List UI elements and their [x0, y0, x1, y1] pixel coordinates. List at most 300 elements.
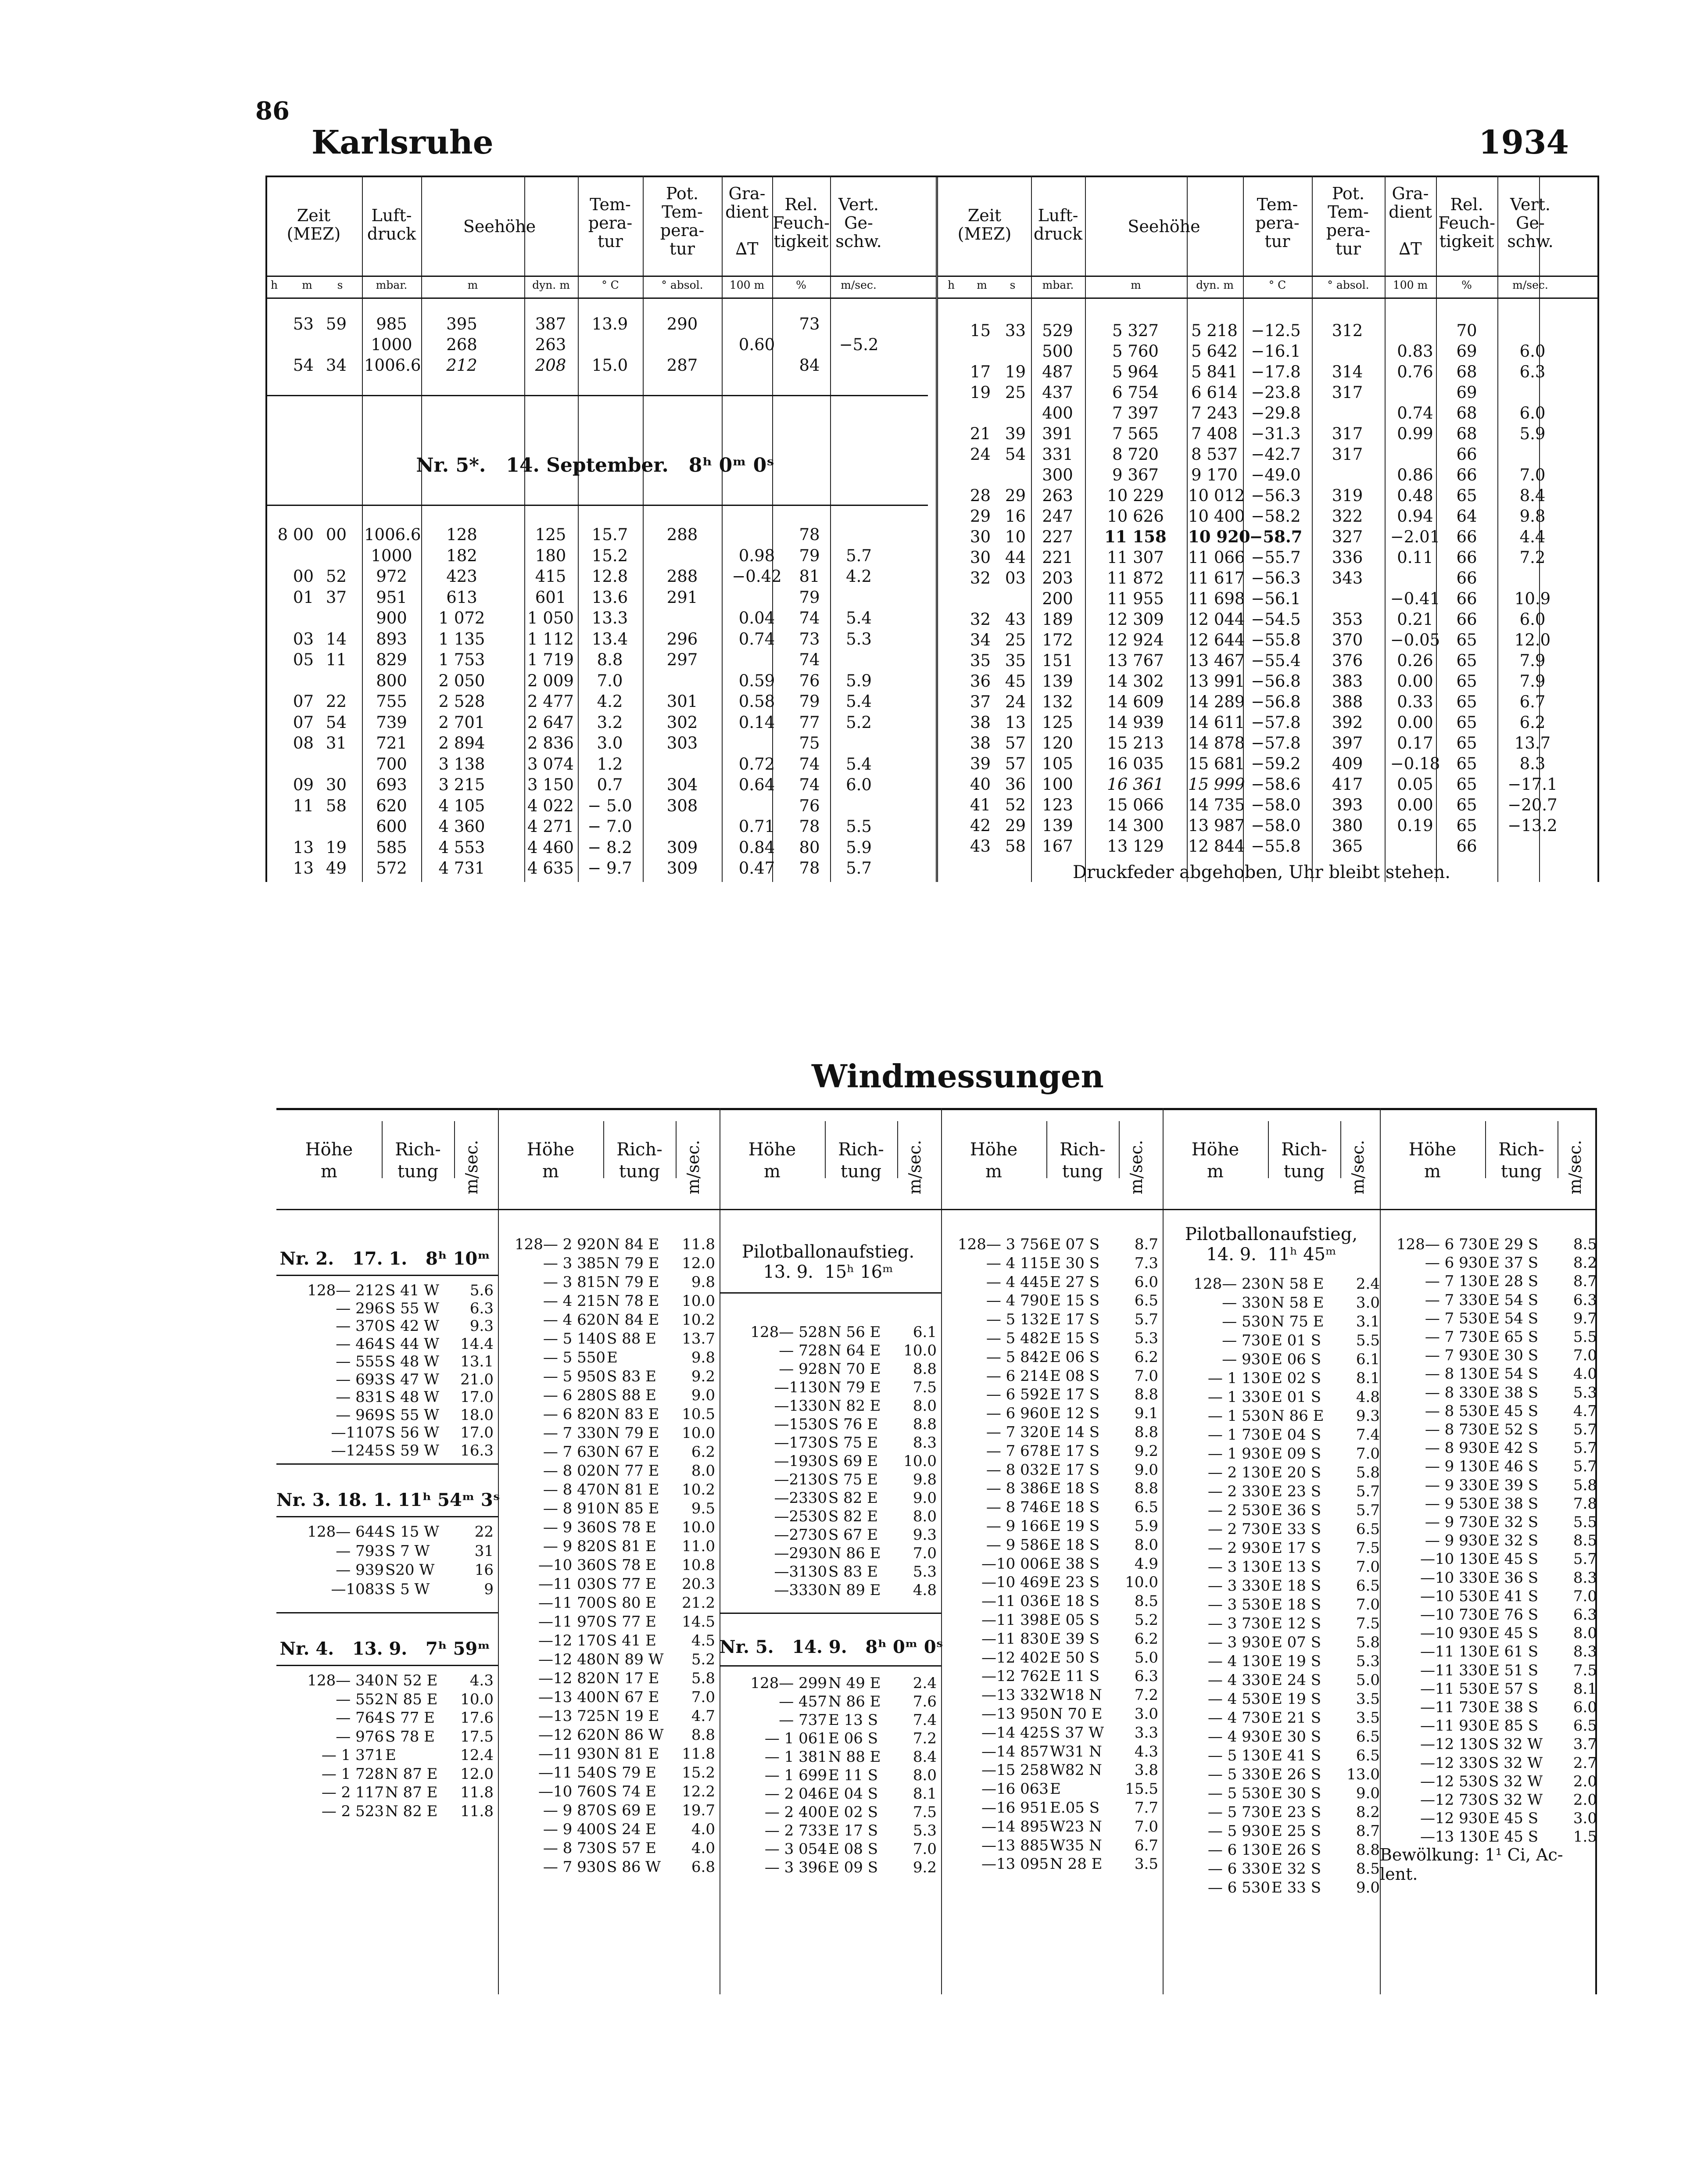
wind-row — [1380, 1550, 1597, 1568]
hoehe-cell: — 4 445 — [986, 1273, 1049, 1291]
section-rule — [276, 1516, 498, 1517]
hoehe-cell: — 7 678 — [986, 1442, 1049, 1460]
msec-cell: 8.8 — [691, 1726, 715, 1744]
msec-cell: 11.8 — [682, 1236, 715, 1253]
wind-row — [1163, 1388, 1380, 1406]
msec-cell: 7.5 — [1573, 1661, 1597, 1679]
msec-cell: 9.1 — [1134, 1405, 1158, 1423]
cell: 300 — [1042, 466, 1073, 484]
cell: −55.8 — [1251, 631, 1301, 649]
cell: 66 — [1456, 569, 1477, 588]
richtung-cell: S 77 E — [607, 1613, 656, 1631]
cell: 13 767 — [1107, 651, 1164, 670]
wind-row — [720, 1507, 941, 1526]
wind-row — [276, 1690, 498, 1709]
section-head: Nr. 3. 18. 1. 11ʰ 54ᵐ 3ˢ — [276, 1490, 500, 1510]
table-row — [938, 588, 1599, 609]
richtung-cell: N 78 E — [607, 1292, 659, 1310]
msec-cell: 6.5 — [1356, 1577, 1380, 1595]
cell: 36 — [970, 672, 991, 691]
cell: 14 302 — [1107, 672, 1164, 691]
cell: 74 — [799, 609, 820, 627]
msec-cell: 4.0 — [1573, 1365, 1597, 1383]
msec-cell: 14.5 — [682, 1613, 715, 1631]
hoehe-cell: —1330 — [774, 1397, 827, 1415]
unit-mbar: mbar. — [376, 279, 408, 291]
wind-row — [498, 1575, 720, 1593]
table-row — [938, 547, 1599, 568]
wind-row — [720, 1378, 941, 1397]
cell: 14 — [326, 629, 347, 649]
hoehe-cell: —13 400 — [538, 1688, 605, 1706]
cell: 0.72 — [738, 754, 775, 774]
cell: 42 — [970, 816, 991, 835]
cell: − 7.0 — [587, 817, 632, 836]
richtung-cell: E — [607, 1349, 618, 1366]
wind-row — [498, 1311, 720, 1329]
wind-row — [1380, 1439, 1597, 1457]
richtung-cell: E 27 S — [1050, 1273, 1099, 1291]
msec-cell: 9.3 — [469, 1317, 494, 1335]
richtung-cell: E — [1050, 1780, 1061, 1798]
wind-row — [1380, 1809, 1597, 1828]
wind-row — [498, 1254, 720, 1273]
table-row — [265, 566, 936, 587]
hoehe-cell: — 7 630 — [543, 1443, 605, 1461]
msec-cell: 3.0 — [1573, 1810, 1597, 1828]
cell: 66 — [1456, 837, 1477, 856]
cell: 14 735 — [1188, 796, 1245, 814]
unit-s: s — [337, 279, 343, 291]
richtung-cell: E 38 S — [1489, 1384, 1538, 1402]
cell: 14 878 — [1188, 734, 1245, 753]
richtung-cell: S 32 W — [1489, 1791, 1543, 1809]
cell: 12 309 — [1107, 610, 1164, 629]
richtung-cell: E 17 S — [1050, 1442, 1099, 1460]
hoehe-cell: — 939 — [336, 1561, 384, 1579]
msec-cell: 6.1 — [913, 1323, 937, 1341]
richtung-cell: N 89 E — [828, 1581, 881, 1599]
msec-cell: 5.5 — [1573, 1513, 1597, 1531]
cell: 8 00 — [277, 525, 314, 544]
richtung-cell: E 21 S — [1271, 1709, 1321, 1727]
hoehe-cell: —11 530 — [1420, 1680, 1487, 1698]
table-row — [938, 733, 1599, 753]
cell: 0.04 — [738, 609, 775, 627]
wind-row — [1380, 1735, 1597, 1753]
wind-row — [276, 1523, 498, 1541]
cell: 288 — [666, 567, 698, 586]
richtung-cell: E 01 S — [1271, 1332, 1321, 1349]
richtung-cell: E 08 S — [1050, 1367, 1099, 1385]
hoehe-cell: —10 360 — [538, 1556, 605, 1574]
richtung-cell: N 87 E — [385, 1765, 438, 1783]
msec-cell: 6.5 — [1134, 1292, 1158, 1310]
richtung-cell: N 67 E — [607, 1443, 659, 1461]
cell: 221 — [1042, 548, 1073, 567]
msec-cell: 20.3 — [682, 1575, 715, 1593]
unit-s: s — [1010, 279, 1016, 291]
wind-row — [498, 1801, 720, 1820]
cell: 74 — [799, 650, 820, 669]
wind-row — [276, 1281, 498, 1300]
cell: 302 — [666, 713, 698, 732]
msec-cell: 10.0 — [682, 1424, 715, 1442]
hoehe-cell: — 5 132 — [986, 1311, 1049, 1329]
cell: 29 — [970, 507, 991, 526]
wind-row — [498, 1707, 720, 1725]
header-rule — [276, 1209, 498, 1210]
hoehe-cell: —16 063 — [981, 1780, 1049, 1798]
msec-cell: 4.8 — [913, 1581, 937, 1599]
cell: 5 218 — [1191, 321, 1238, 340]
msec-cell: 8.1 — [913, 1785, 937, 1803]
msec-cell: 9.8 — [691, 1273, 715, 1291]
hoehe-cell: — 9 820 — [543, 1538, 605, 1555]
cell: 755 — [376, 692, 407, 711]
richtung-cell: S 79 E — [607, 1764, 656, 1782]
cell: 2 701 — [438, 713, 485, 732]
hoehe-cell: —1245 — [331, 1441, 384, 1459]
cell: 36 — [1005, 775, 1026, 794]
cell: −56.3 — [1251, 486, 1301, 505]
cell: 409 — [1332, 754, 1363, 773]
msec-cell: 9.2 — [1134, 1442, 1158, 1460]
cell: −12.5 — [1251, 321, 1301, 340]
table-row — [265, 712, 936, 733]
table-row — [265, 670, 936, 691]
richtung-cell: E — [385, 1746, 396, 1764]
section-rule — [276, 1463, 498, 1465]
msec-cell: 7.6 — [913, 1693, 937, 1710]
cell: 392 — [1332, 713, 1363, 732]
wind-row — [276, 1561, 498, 1579]
wind-row — [498, 1764, 720, 1782]
wind-row — [498, 1613, 720, 1631]
richtung-cell: S 75 E — [828, 1471, 878, 1488]
hoehe-cell: — 9 586 — [986, 1536, 1049, 1554]
wind-row — [941, 1761, 1163, 1779]
cell: −55.8 — [1251, 837, 1301, 856]
msec-cell: 2.0 — [1573, 1791, 1597, 1809]
cell: 1006.6 — [364, 525, 421, 544]
msec-cell: 10.2 — [682, 1311, 715, 1329]
cell: 78 — [799, 859, 820, 878]
section-head: Nr. 2. 17. 1. 8ʰ 10ᵐ — [279, 1248, 491, 1269]
richtung-cell: S 55 W — [385, 1299, 440, 1317]
hoehe-cell: 128— 2 920 — [514, 1236, 605, 1253]
cell: 15.0 — [591, 356, 628, 375]
wind-row — [1163, 1350, 1380, 1369]
section-rule — [276, 1665, 498, 1666]
msec-cell: 8.0 — [1134, 1536, 1158, 1554]
msec-cell: 9.3 — [913, 1526, 937, 1544]
unit-c: ° C — [1268, 279, 1286, 291]
cell: 5.9 — [846, 838, 872, 857]
hoehe-cell: —10 760 — [538, 1783, 605, 1800]
richtung-cell: E 26 S — [1271, 1766, 1321, 1783]
cell: 5.9 — [846, 671, 872, 690]
cell: 900 — [376, 609, 407, 627]
cell: 529 — [1042, 321, 1073, 340]
cell: 38 — [970, 713, 991, 732]
wind-row — [1163, 1577, 1380, 1595]
cell: 12 844 — [1188, 837, 1245, 856]
msec-cell: 6.3 — [1573, 1606, 1597, 1624]
richtung-cell: N 84 E — [607, 1311, 659, 1329]
wind-row — [941, 1667, 1163, 1685]
header-rule — [498, 1209, 720, 1210]
hoehe-cell: — 1 930 — [1207, 1445, 1270, 1463]
cell: 500 — [1042, 342, 1073, 361]
cell: 00 — [326, 525, 347, 544]
richtung-cell: S 55 W — [385, 1406, 440, 1424]
wind-row — [1380, 1680, 1597, 1698]
header-msec: m/sec. — [684, 1140, 703, 1194]
wind-row — [941, 1385, 1163, 1404]
wind-row — [941, 1235, 1163, 1254]
cell: 52 — [1005, 796, 1026, 814]
hoehe-cell: —1130 — [774, 1379, 827, 1396]
msec-cell: 5.8 — [1356, 1634, 1380, 1651]
cell: 139 — [1042, 672, 1073, 691]
cell: 423 — [446, 567, 477, 586]
msec-cell: 3.5 — [1356, 1690, 1380, 1708]
cell: −0.41 — [1390, 589, 1440, 608]
cell: 78 — [799, 525, 820, 544]
richtung-cell: N 79 E — [607, 1273, 659, 1291]
hoehe-cell: — 7 320 — [986, 1423, 1049, 1441]
wind-row — [1163, 1709, 1380, 1727]
msec-cell: 5.0 — [1134, 1649, 1158, 1667]
cell: 29 — [1005, 816, 1026, 835]
richtung-cell: E 18 S — [1271, 1596, 1321, 1613]
table-row — [938, 527, 1599, 547]
cell: 5.3 — [846, 629, 872, 649]
cell: 12.8 — [591, 567, 628, 586]
msec-cell: 4.8 — [1356, 1388, 1380, 1406]
cell: 75 — [799, 734, 820, 753]
table-row — [265, 796, 936, 816]
hoehe-cell: —14 895 — [981, 1817, 1049, 1835]
msec-cell: 3.3 — [1134, 1724, 1158, 1742]
msec-cell: 5.8 — [1573, 1476, 1597, 1494]
richtung-cell: E 51 S — [1489, 1661, 1538, 1679]
cell: 58 — [326, 796, 347, 815]
msec-cell: 9.8 — [691, 1349, 715, 1366]
units-rule — [938, 298, 1599, 299]
hoehe-cell: — 5 730 — [1207, 1803, 1270, 1821]
cell: 0.26 — [1397, 651, 1433, 670]
table-row — [265, 691, 936, 712]
hoehe-cell: — 1 730 — [1207, 1426, 1270, 1444]
hoehe-cell: —12 930 — [1420, 1810, 1487, 1828]
wind-row — [1163, 1803, 1380, 1821]
cell: 317 — [1332, 424, 1363, 443]
hoehe-cell: —11 540 — [538, 1764, 605, 1782]
cell: 11 066 — [1188, 548, 1245, 567]
hoehe-cell: —11 730 — [1420, 1699, 1487, 1716]
hoehe-cell: — 2 046 — [764, 1785, 827, 1803]
cell: 151 — [1042, 651, 1073, 670]
cell: 128 — [446, 525, 477, 544]
hoehe-cell: — 6 130 — [1207, 1841, 1270, 1859]
cell: − 8.2 — [587, 838, 632, 857]
wind-row — [1163, 1690, 1380, 1708]
richtung-cell: E 18 S — [1050, 1536, 1099, 1554]
msec-cell: 15.5 — [1125, 1780, 1158, 1798]
msec-cell: 8.1 — [1356, 1369, 1380, 1387]
wind-row — [720, 1452, 941, 1470]
hoehe-cell: 128— 299 — [750, 1674, 827, 1692]
unit-dyn: dyn. m — [1196, 279, 1234, 291]
wind-row — [498, 1556, 720, 1574]
wind-row — [276, 1352, 498, 1371]
wind-row — [1380, 1698, 1597, 1717]
cell: 212 — [446, 356, 477, 375]
hoehe-cell: — 9 400 — [543, 1821, 605, 1838]
cell: 6.0 — [1519, 404, 1546, 423]
section-rule — [276, 1275, 498, 1276]
cell: 7.2 — [1519, 548, 1546, 567]
richtung-cell: N 52 E — [385, 1672, 438, 1689]
cell: 11 872 — [1107, 569, 1164, 588]
richtung-cell: N 86 E — [1271, 1407, 1324, 1425]
cell: 3 215 — [438, 775, 485, 794]
unit-c: ° C — [602, 279, 619, 291]
cell: −58.0 — [1251, 796, 1301, 814]
hoehe-cell: — 4 930 — [1207, 1728, 1270, 1746]
cell: 800 — [376, 671, 407, 690]
wind-row — [941, 1536, 1163, 1554]
richtung-cell: E 18 S — [1050, 1498, 1099, 1516]
wind-row — [1163, 1878, 1380, 1897]
richtung-cell: E 23 S — [1271, 1803, 1321, 1821]
cell: 66 — [1456, 527, 1477, 546]
cell: 5 327 — [1112, 321, 1159, 340]
hoehe-cell: — 831 — [336, 1388, 384, 1406]
cell: 65 — [1456, 672, 1477, 691]
cell: 0.94 — [1397, 507, 1433, 526]
msec-cell: 8.3 — [1573, 1569, 1597, 1587]
cell: 14 611 — [1188, 713, 1245, 732]
cell: 4 271 — [527, 817, 574, 836]
wind-row — [1380, 1624, 1597, 1642]
msec-cell: 6.2 — [1134, 1348, 1158, 1366]
cell: 65 — [1456, 796, 1477, 814]
hoehe-cell: — 8 910 — [543, 1500, 605, 1517]
hoehe-cell: — 5 930 — [1207, 1822, 1270, 1840]
cell: 0.19 — [1397, 816, 1433, 835]
cell: 01 — [293, 588, 314, 607]
wind-row — [1380, 1420, 1597, 1439]
richtung-cell: E 09 S — [828, 1859, 878, 1876]
msec-cell: 22 — [474, 1523, 494, 1541]
richtung-cell: E 18 S — [1050, 1480, 1099, 1498]
cell: 79 — [799, 546, 820, 565]
cloud-note: Bewölkung: 1¹ Ci, Ac- lent. — [1380, 1845, 1563, 1884]
cell: 336 — [1332, 548, 1363, 567]
wind-row — [720, 1803, 941, 1821]
wind-row — [498, 1745, 720, 1763]
cell: 4 105 — [438, 796, 485, 815]
msec-cell: 10.5 — [682, 1405, 715, 1423]
cell: 03 — [293, 629, 314, 649]
wind-column-5 — [1163, 1108, 1380, 1994]
cell: 4 553 — [438, 838, 485, 857]
msec-cell: 4.9 — [1134, 1555, 1158, 1573]
cell: 35 — [1005, 651, 1026, 670]
hoehe-cell: — 7 930 — [543, 1858, 605, 1876]
wind-row — [1380, 1531, 1597, 1550]
hoehe-cell: — 1 371 — [321, 1746, 384, 1764]
hoehe-cell: — 7 730 — [1425, 1328, 1487, 1346]
cell: 2 050 — [438, 671, 485, 690]
cell: 417 — [1332, 775, 1363, 794]
msec-cell: 8.8 — [1356, 1841, 1380, 1859]
unit-h: h — [270, 279, 278, 291]
table-row — [938, 341, 1599, 362]
cell: 5.7 — [846, 859, 872, 878]
cell: 05 — [293, 650, 314, 669]
header-msec: m/sec. — [1127, 1140, 1146, 1194]
richtung-cell: S 48 W — [385, 1353, 440, 1370]
ascent-title: Nr. 5*. 14. September. 8ʰ 0ᵐ 0ˢ — [416, 454, 774, 477]
cell: 0.47 — [738, 859, 775, 878]
msec-cell: 15.2 — [682, 1764, 715, 1782]
richtung-cell: E 08 S — [828, 1840, 878, 1858]
header-rule — [938, 276, 1599, 277]
cell: 4 460 — [527, 838, 574, 857]
table-row — [938, 465, 1599, 485]
wind-row — [276, 1728, 498, 1746]
cell: −56.1 — [1251, 589, 1301, 608]
cell: 0.84 — [738, 838, 775, 857]
richtung-cell: S 59 W — [385, 1441, 440, 1459]
hoehe-cell: — 530 — [1222, 1313, 1270, 1330]
richtung-cell: S 69 E — [607, 1802, 656, 1819]
cell: 28 — [970, 486, 991, 505]
cell: 1.2 — [597, 754, 623, 774]
header-hoehe: Höhe m — [1191, 1140, 1239, 1182]
header-hoehe: Höhe m — [1408, 1140, 1457, 1182]
table-row — [265, 733, 936, 753]
cell: 4.2 — [846, 567, 872, 586]
hoehe-cell: —12 170 — [538, 1632, 605, 1649]
cell: 353 — [1332, 610, 1363, 629]
column-rule — [1119, 1121, 1120, 1178]
hoehe-cell: — 3 730 — [1207, 1615, 1270, 1632]
table-row — [265, 754, 936, 774]
hoehe-cell: —10 730 — [1420, 1606, 1487, 1624]
unit-msec: m/sec. — [841, 279, 877, 291]
wind-row — [1163, 1860, 1380, 1878]
unit-mbar: mbar. — [1042, 279, 1074, 291]
msec-cell: 6.5 — [1134, 1498, 1158, 1516]
cell: 13.6 — [591, 588, 628, 607]
cell: 4 731 — [438, 859, 485, 878]
hoehe-cell: — 8 730 — [543, 1839, 605, 1857]
cell: 79 — [799, 588, 820, 607]
msec-cell: 5.8 — [691, 1670, 715, 1687]
wind-row — [941, 1742, 1163, 1761]
cell: 391 — [1042, 424, 1073, 443]
wind-row — [498, 1462, 720, 1480]
cell: −58.2 — [1251, 507, 1301, 526]
cell: 5.4 — [846, 692, 872, 711]
richtung-cell: S 67 E — [828, 1526, 878, 1544]
hoehe-cell: — 693 — [336, 1370, 384, 1388]
